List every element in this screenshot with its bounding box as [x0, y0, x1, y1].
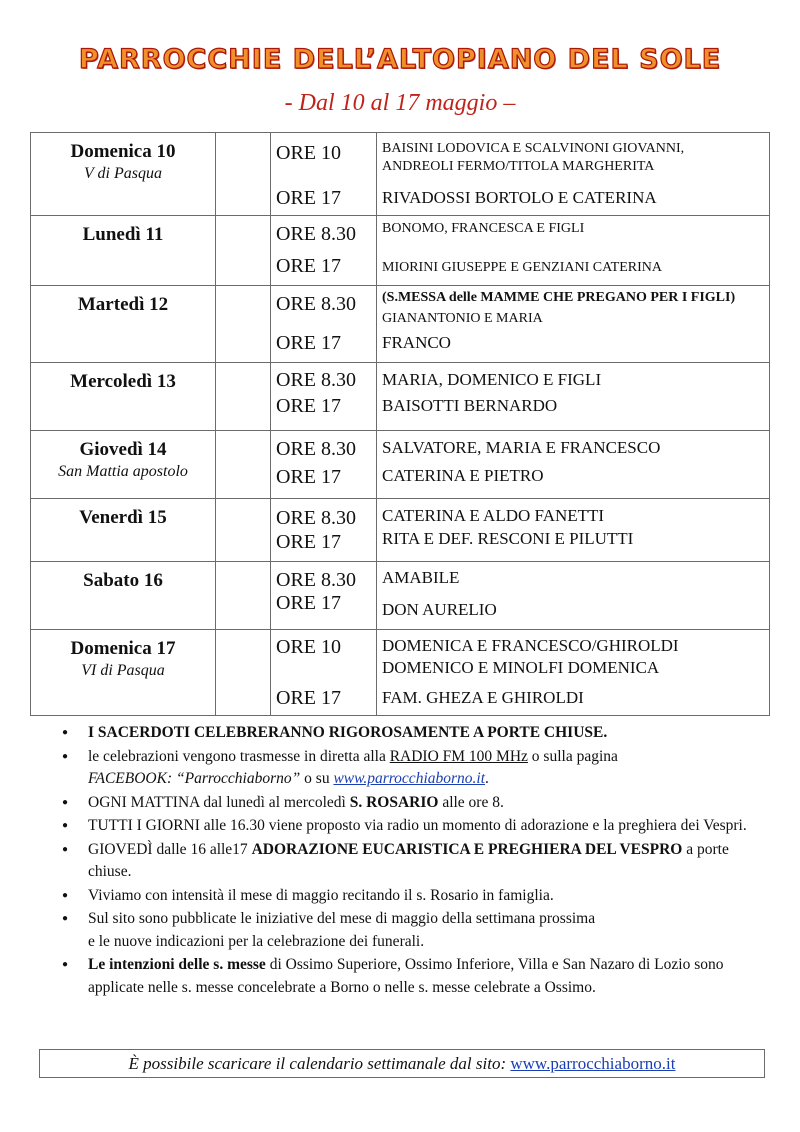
- table-row: [31, 499, 770, 562]
- intention-text: GIANANTONIO E MARIA: [382, 311, 543, 326]
- empty-cell: [216, 133, 271, 216]
- list-item: [62, 815, 762, 838]
- note-text: Sul sito sono pubblicate le iniziative del mese di maggio della settimana prossima: [88, 910, 596, 927]
- mass-time: ORE 17: [276, 187, 341, 209]
- intention-cell: [377, 216, 770, 286]
- day-cell: [31, 499, 216, 562]
- table-row: [31, 562, 770, 630]
- mass-time: ORE 8.30: [276, 507, 356, 529]
- footer-download-note: [39, 1049, 765, 1078]
- mass-time: ORE 17: [276, 395, 341, 417]
- list-item: [62, 839, 762, 884]
- mass-time: ORE 17: [276, 466, 341, 488]
- empty-cell: [216, 216, 271, 286]
- empty-cell: [216, 630, 271, 716]
- radio-frequency: RADIO FM 100 MHz: [389, 747, 528, 765]
- mass-time: ORE 8.30: [276, 223, 356, 245]
- note-text: TUTTI I GIORNI alle 16.30 viene proposto via radio un momento di adorazione e la preghiera dei Vespri.: [88, 817, 747, 834]
- mass-time: ORE 8.30: [276, 438, 356, 460]
- intention-cell: [377, 133, 770, 216]
- footer-text: È possibile scaricare il calendario settimanale dal sito:: [128, 1054, 511, 1073]
- intention-cell: [377, 630, 770, 716]
- note-text: di Ossimo Superiore, Ossimo Inferiore, Villa e San Nazaro di Lozio sono applicate nelle s. messe concelebrate a Borno o nelle s. messe celebrate a Ossimo.: [88, 956, 724, 996]
- note-text: S. ROSARIO: [349, 793, 439, 811]
- day-cell: [31, 286, 216, 363]
- intention-text: MARIA, DOMENICO E FIGLI: [382, 370, 602, 389]
- mass-time: ORE 17: [276, 531, 341, 553]
- mass-time: ORE 10: [276, 142, 341, 164]
- empty-cell: [216, 499, 271, 562]
- note-text: I SACERDOTI CELEBRERANNO RIGOROSAMENTE A PORTE CHIUSE.: [88, 724, 608, 741]
- table-row: [31, 363, 770, 431]
- time-cell: [271, 630, 377, 716]
- note-text: o su: [300, 770, 334, 787]
- list-item: [62, 908, 762, 953]
- mass-time: ORE 17: [276, 332, 341, 354]
- intention-text: ANDREOLI FERMO/TITOLA MARGHERITA: [382, 159, 655, 174]
- empty-cell: [216, 363, 271, 431]
- note-text: ADORAZIONE EUCARISTICA E PREGHIERA DEL VESPRO: [251, 840, 683, 858]
- intention-cell: [377, 363, 770, 431]
- day-subtitle: V di Pasqua: [84, 165, 162, 182]
- intention-cell: [377, 499, 770, 562]
- note-text: .: [485, 770, 489, 787]
- time-cell: [271, 216, 377, 286]
- intention-text: RITA E DEF. RESCONI E PILUTTI: [382, 529, 634, 548]
- day-subtitle: San Mattia apostolo: [58, 463, 188, 480]
- day-name: Sabato 16: [83, 570, 163, 591]
- intention-text: RIVADOSSI BORTOLO E CATERINA: [382, 188, 657, 207]
- day-name: Mercoledì 13: [70, 371, 176, 392]
- intention-cell: [377, 286, 770, 363]
- note-text: o sulla pagina: [527, 747, 618, 765]
- intention-text: SALVATORE, MARIA E FRANCESCO: [382, 438, 661, 457]
- facebook-page: FACEBOOK: “Parrocchiaborno”: [88, 770, 301, 787]
- table-row: [31, 133, 770, 216]
- mass-time: ORE 17: [276, 592, 341, 614]
- note-text: le celebrazioni vengono trasmesse in diretta alla: [88, 747, 390, 765]
- day-cell: [31, 562, 216, 630]
- intention-text: FAM. GHEZA E GHIROLDI: [382, 688, 584, 707]
- time-cell: [271, 286, 377, 363]
- intention-text: DOMENICA E FRANCESCO/GHIROLDI: [382, 636, 679, 655]
- note-text: a porte chiuse.: [88, 840, 729, 880]
- time-cell: [271, 133, 377, 216]
- table-row: [31, 630, 770, 716]
- intention-text: DON AURELIO: [382, 600, 497, 619]
- mass-time: ORE 10: [276, 636, 341, 658]
- table-row: [31, 286, 770, 363]
- note-text: e le nuove indicazioni per la celebrazione dei funerali.: [88, 932, 425, 950]
- intention-text: MIORINI GIUSEPPE E GENZIANI CATERINA: [382, 260, 662, 275]
- page-title: PARROCCHIE DELL’ALTOPIANO DEL SOLE: [78, 44, 722, 75]
- time-cell: [271, 499, 377, 562]
- list-item: [62, 746, 762, 791]
- table-row: [31, 216, 770, 286]
- mass-time: ORE 8.30: [276, 293, 356, 315]
- intention-text: CATERINA E PIETRO: [382, 466, 544, 485]
- day-cell: [31, 431, 216, 499]
- intention-text: FRANCO: [382, 333, 451, 352]
- day-name: Domenica 17: [70, 638, 176, 659]
- day-cell: [31, 216, 216, 286]
- intention-cell: [377, 431, 770, 499]
- table-row: [31, 431, 770, 499]
- list-item: [62, 885, 762, 908]
- empty-cell: [216, 286, 271, 363]
- day-cell: [31, 133, 216, 216]
- page-subtitle: - Dal 10 al 17 maggio –: [284, 90, 516, 116]
- empty-cell: [216, 431, 271, 499]
- day-name: Lunedì 11: [82, 224, 164, 245]
- intention-cell: [377, 562, 770, 630]
- website-link[interactable]: www.parrocchiaborno.it: [333, 770, 486, 787]
- note-text: Viviamo con intensità il mese di maggio recitando il s. Rosario in famiglia.: [88, 886, 554, 904]
- day-name: Giovedì 14: [79, 439, 167, 460]
- intention-text: DOMENICO E MINOLFI DOMENICA: [382, 658, 660, 677]
- note-text: alle ore 8.: [438, 793, 504, 811]
- day-name: Domenica 10: [70, 141, 176, 162]
- intention-text: CATERINA E ALDO FANETTI: [382, 506, 605, 525]
- day-cell: [31, 630, 216, 716]
- list-item: [62, 954, 762, 999]
- mass-schedule-table: [30, 132, 770, 716]
- intention-text: BONOMO, FRANCESCA E FIGLI: [382, 221, 585, 236]
- mass-time: ORE 8.30: [276, 569, 356, 591]
- note-text: Le intenzioni delle s. messe: [88, 956, 266, 973]
- intention-text: BAISINI LODOVICA E SCALVINONI GIOVANNI,: [382, 141, 685, 156]
- list-item: [62, 792, 762, 815]
- time-cell: [271, 363, 377, 431]
- day-name: Martedì 12: [77, 294, 169, 315]
- mass-time: ORE 17: [276, 687, 341, 709]
- day-subtitle: VI di Pasqua: [81, 662, 165, 679]
- mass-time: ORE 8.30: [276, 369, 356, 391]
- list-item: [62, 722, 762, 745]
- intention-text: (S.MESSA delle MAMME CHE PREGANO PER I FIGLI): [382, 290, 736, 305]
- intention-text: BAISOTTI BERNARDO: [382, 396, 558, 415]
- note-text: GIOVEDÌ dalle 16 alle17: [88, 840, 252, 858]
- notice-list: [62, 722, 762, 1000]
- website-link[interactable]: www.parrocchiaborno.it: [510, 1054, 676, 1073]
- mass-time: ORE 17: [276, 255, 341, 277]
- time-cell: [271, 431, 377, 499]
- empty-cell: [216, 562, 271, 630]
- intention-text: AMABILE: [382, 568, 460, 587]
- day-cell: [31, 363, 216, 431]
- time-cell: [271, 562, 377, 630]
- note-text: OGNI MATTINA dal lunedì al mercoledì: [88, 793, 350, 811]
- day-name: Venerdì 15: [79, 507, 167, 528]
